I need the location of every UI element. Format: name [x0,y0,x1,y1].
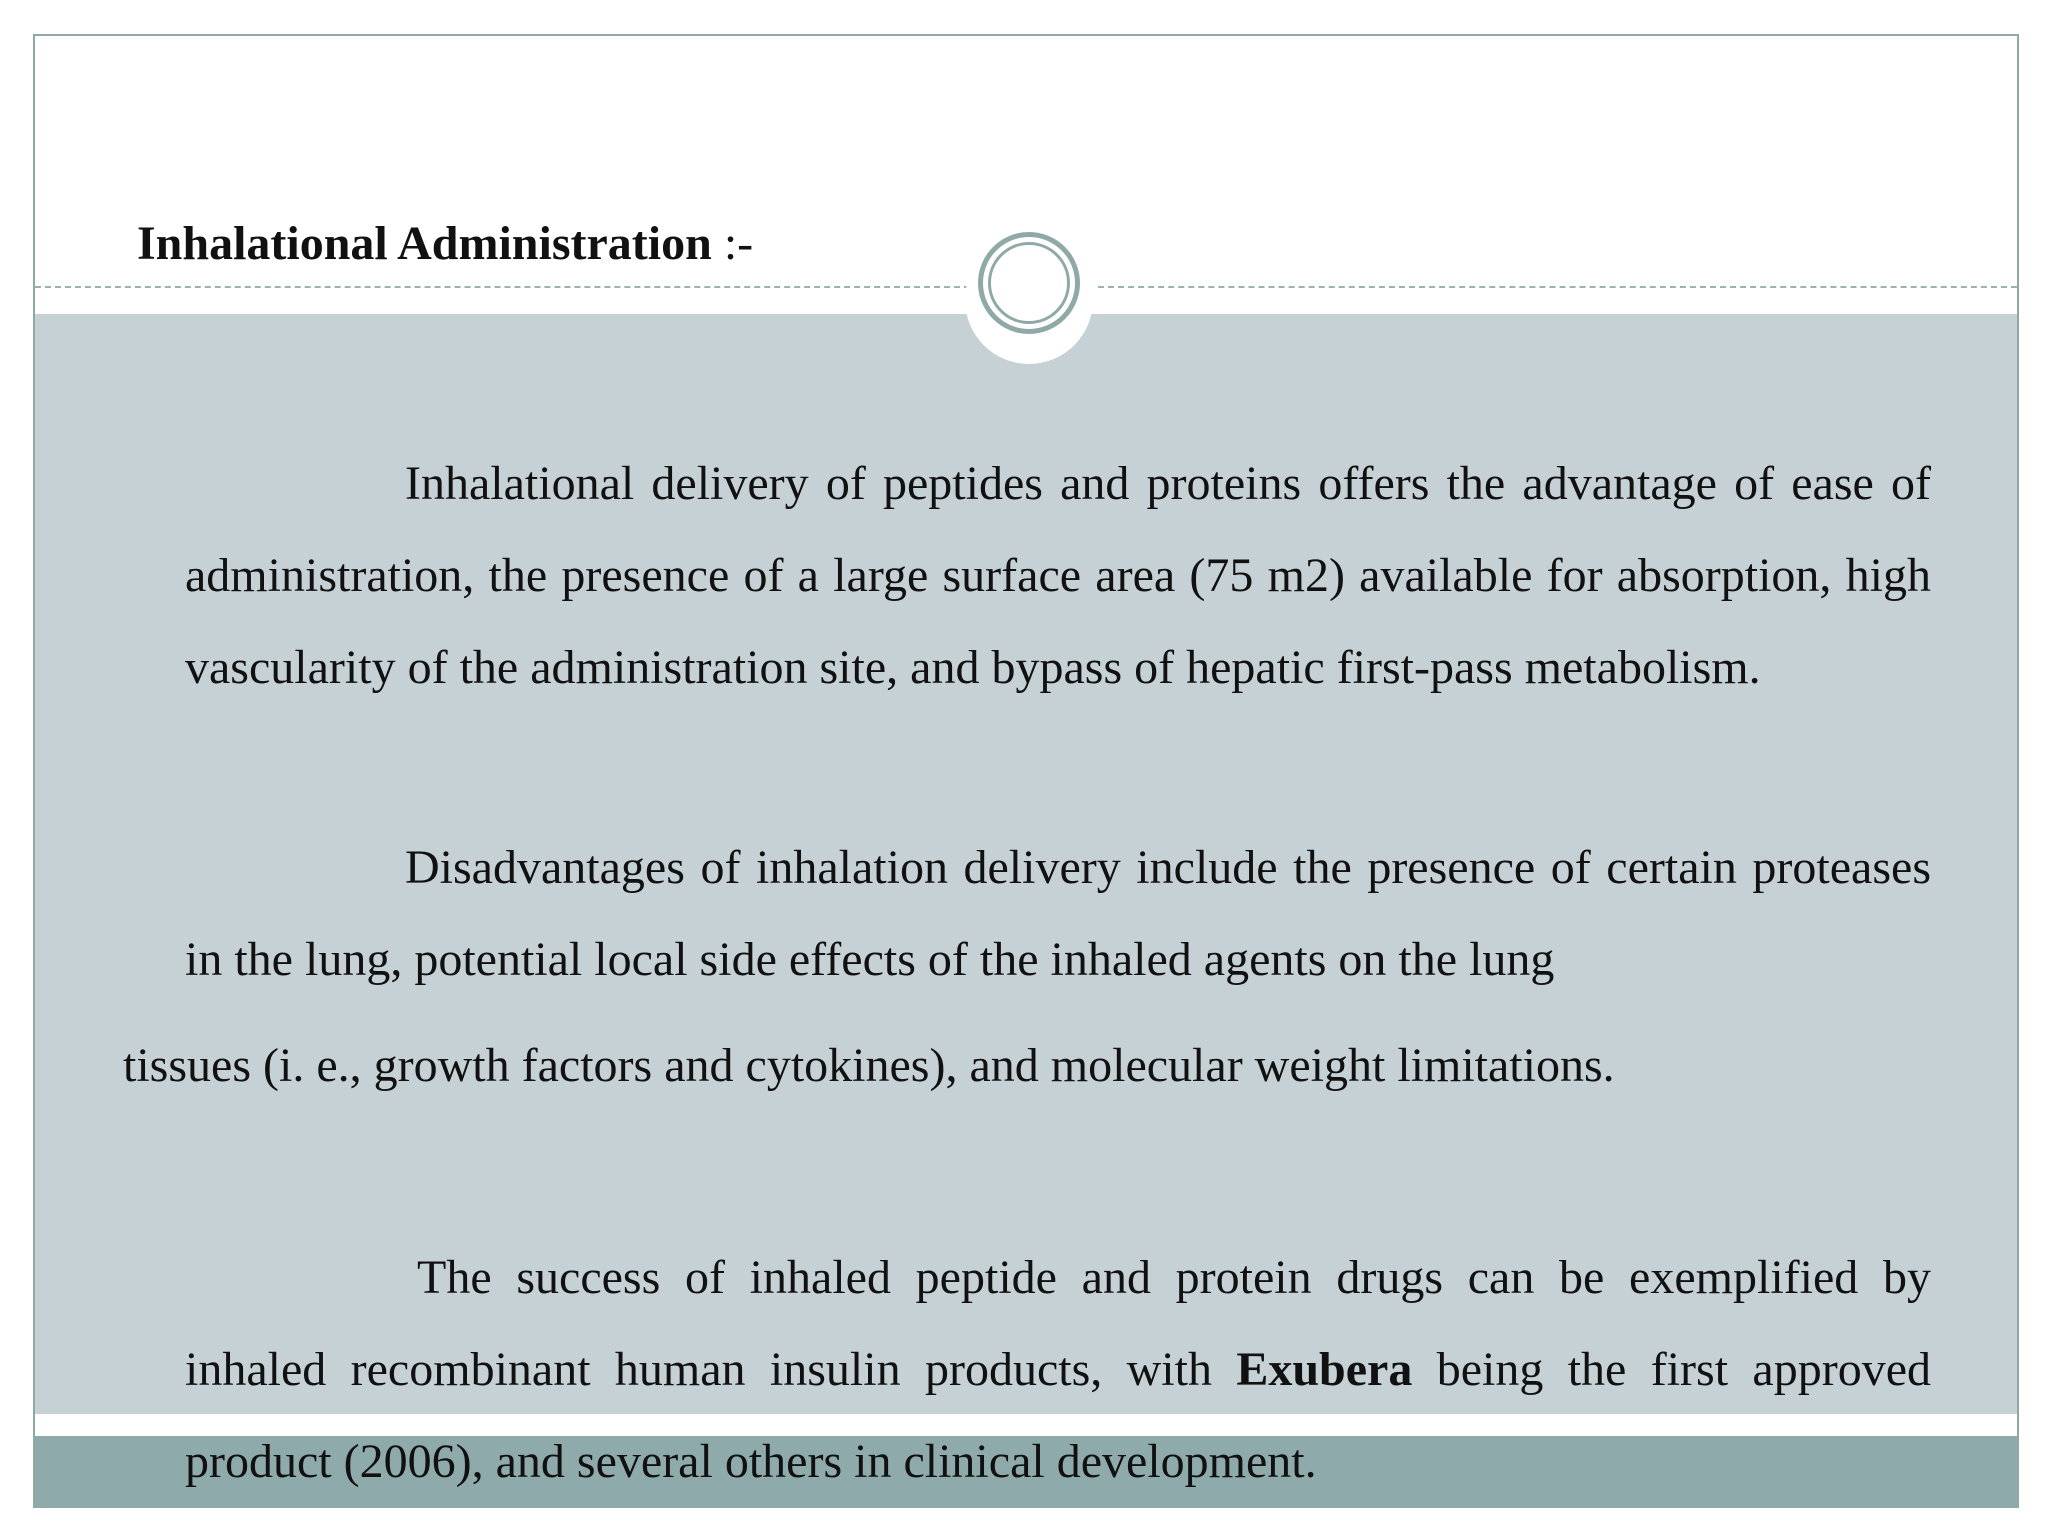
paragraph-success-text-2: being the first approved product (2006), and several others in clinical development. [185,1343,1932,1488]
paragraph-advantages-text: Inhalational delivery of peptides and proteins offers the advantage of ease of administration, the presence of a large surface area (75 m2) available for absorption, high vascularity of the administration site, and bypass of hepatic first-pass metabolism. [185,457,1931,694]
paragraph-disadvantages [185,822,1931,1006]
paragraph-success-product: Exubera [1236,1343,1413,1396]
slide-title-bold: Inhalational Administration [137,217,712,270]
paragraph-success [185,1232,1931,1508]
paragraph-disadvantages-tail: tissues (i. e., growth factors and cytokines), and molecular weight limitations. [123,1039,1615,1092]
slide-content [35,36,2017,1506]
paragraph-success-text-1: The success of inhaled peptide and protein drugs can be exemplified by inhaled recombinant human insulin products, with [185,1251,1931,1396]
paragraph-advantages [185,438,1931,714]
slide [33,34,2019,1508]
slide-title-suffix: :- [711,217,754,270]
paragraph-disadvantages-text: Disadvantages of inhalation delivery include the presence of certain proteases in the lung, potential local side effects of the inhaled agents on the lung [185,841,1931,986]
